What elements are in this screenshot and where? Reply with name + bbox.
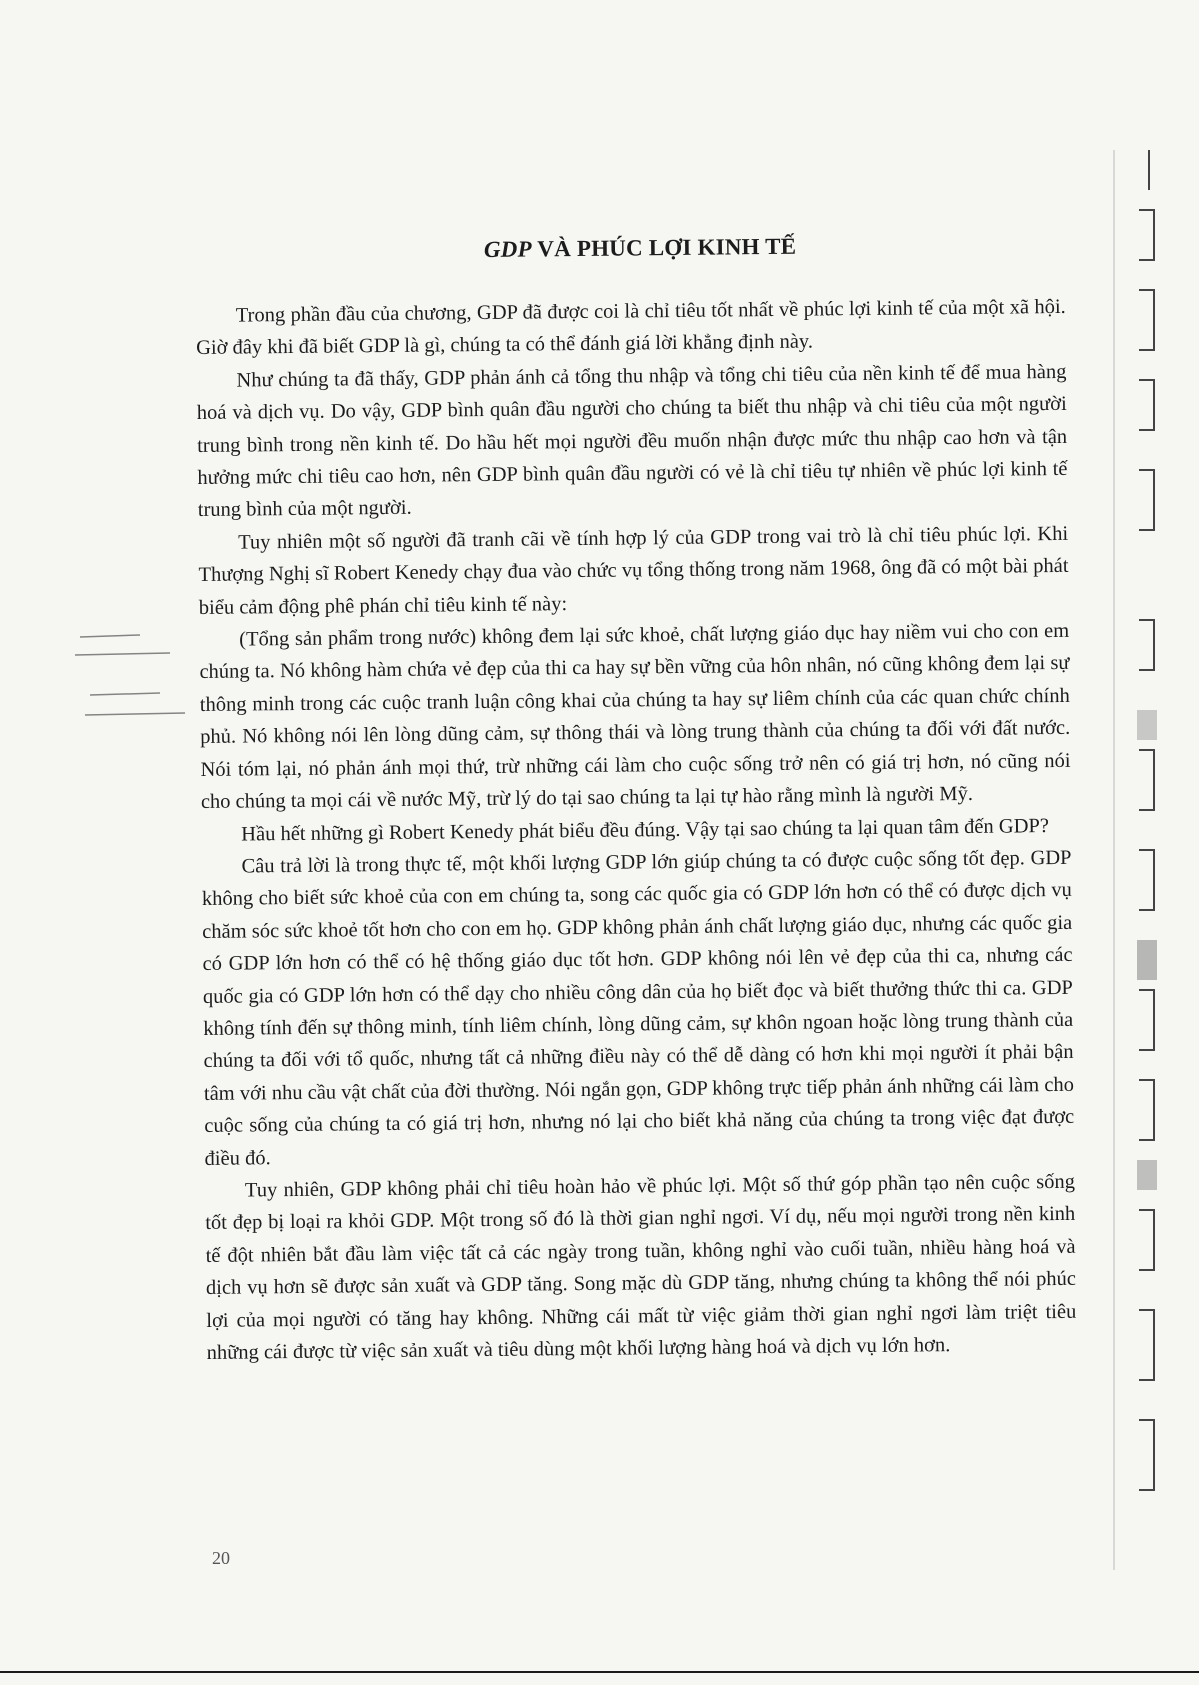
paragraph-3: Tuy nhiên một số người đã tranh cãi về tính hợp lý của GDP trong vai trò là chỉ tiêu phúc lợi. Khi Thượng Nghị sĩ Robert Kenedy chạy đua vào chức vụ tổng thống trong năm 1968, ông đã có một bài phát biểu cảm động phê phán chỉ tiêu kinh tế này:	[198, 522, 1069, 619]
section-title-text: VÀ PHÚC LỢI KINH TẾ	[531, 233, 797, 262]
paragraph-2: Như chúng ta đã thấy, GDP phản ánh cả tổng thu nhập và tổng chi tiêu của nền kinh tế để mua hàng hoá và dịch vụ. Do vậy, GDP bình quân đầu người cho chúng ta biết thu nhập và chi tiêu của một người trung bình trong nền kinh tế. Do hầu hết mọi người đều muốn nhận được mức thu nhập cao hơn và tận hưởng mức chi tiêu cao hơn, nên GDP bình quân đầu người có vẻ là chỉ tiêu tự nhiên về phúc lợi kinh tế trung bình của một người.	[196, 360, 1068, 522]
section-title-gdp: GDP	[483, 236, 532, 262]
binding-edge-artifact	[1109, 150, 1199, 1570]
paragraph-4: Hầu hết những gì Robert Kenedy phát biểu đều đúng. Vậy tại sao chúng ta lại quan tâm đến GDP?	[241, 814, 1050, 846]
paragraph-1: Trong phần đầu của chương, GDP đã được coi là chỉ tiêu tốt nhất về phúc lợi kinh tế của một xã hội. Giờ đây khi đã biết GDP là gì, chúng ta có thể đánh giá lời khẳng định này.	[196, 295, 1066, 360]
kenedy-quote: (Tổng sản phẩm trong nước) không đem lại sức khoẻ, chất lượng giáo dục hay niềm vui cho con em chúng ta. Nó không hàm chứa vẻ đẹp của thi ca hay sự bền vững của hôn nhân, nó cũng không đem lại sự thông minh trong các cuộc tranh luận công khai của chúng ta hay sự liêm chính của các quan chức chính phủ. Nó không nói lên lòng dũng cảm, sự thông thái và lòng trung thành của chúng ta đối với đất nước. Nói tóm lại, nó phản ánh mọi thứ, trừ những cái làm cho cuộc sống trở nên có giá trị hơn, nó cũng nói cho chúng ta mọi cái về nước Mỹ, trừ lý do tại sao chúng ta lại tự hào rằng mình là người Mỹ.	[199, 619, 1071, 814]
margin-mark-artifact	[70, 625, 190, 745]
paragraph-6: Tuy nhiên, GDP không phải chỉ tiêu hoàn hảo về phúc lợi. Một số thứ góp phần tạo nên cuộc sống tốt đẹp bị loại ra khỏi GDP. Một trong số đó là thời gian nghỉ ngơi. Ví dụ, nếu mọi người trong nền kinh tế đột nhiên bắt đầu làm việc tất cả các ngày trong tuần, không nghỉ vào cuối tuần, nhiều hàng hoá và dịch vụ hơn sẽ được sản xuất và GDP tăng. Song mặc dù GDP tăng, nhưng chúng ta không thể nói phúc lợi của mọi người có tăng hay không. Những cái mất từ việc giảm thời gian nghỉ ngơi làm triệt tiêu những cái được từ việc sản xuất và tiêu dùng một khối lượng hàng hoá và dịch vụ lớn hơn.	[205, 1170, 1077, 1364]
section-title	[195, 231, 1065, 266]
bottom-scan-edge	[0, 1671, 1199, 1673]
paragraph-5: Câu trả lời là trong thực tế, một khối lượng GDP lớn giúp chúng ta có được cuộc sống tốt đẹp. GDP không cho biết sức khoẻ của con em chúng ta, song các quốc gia có GDP lớn hơn có thể có được dịch vụ chăm sóc sức khoẻ tốt hơn cho con em họ. GDP không phản ánh chất lượng giáo dục, nhưng các quốc gia có GDP lớn hơn có thể có hệ thống giáo dục tốt hơn. GDP không nói lên vẻ đẹp của thi ca, nhưng các quốc gia có GDP lớn hơn có thể dạy cho nhiều công dân của họ biết đọc và biết thưởng thức thi ca. GDP không tính đến sự thông minh, tính liêm chính, lòng dũng cảm, sự khôn ngoan hoặc lòng trung thành của chúng ta đối với tổ quốc, nhưng tất cả những điều này có thể dễ dàng có hơn khi mọi người ít phải bận tâm với nhu cầu vật chất của đời thường. Nói ngắn gọn, GDP không trực tiếp phản ánh những cái làm cho cuộc sống của chúng ta có giá trị hơn, nhưng nó lại cho biết khả năng của chúng ta trong việc đạt được điều đó.	[201, 846, 1075, 1170]
document-body	[195, 231, 1077, 1369]
page-number: 20	[212, 1548, 230, 1568]
